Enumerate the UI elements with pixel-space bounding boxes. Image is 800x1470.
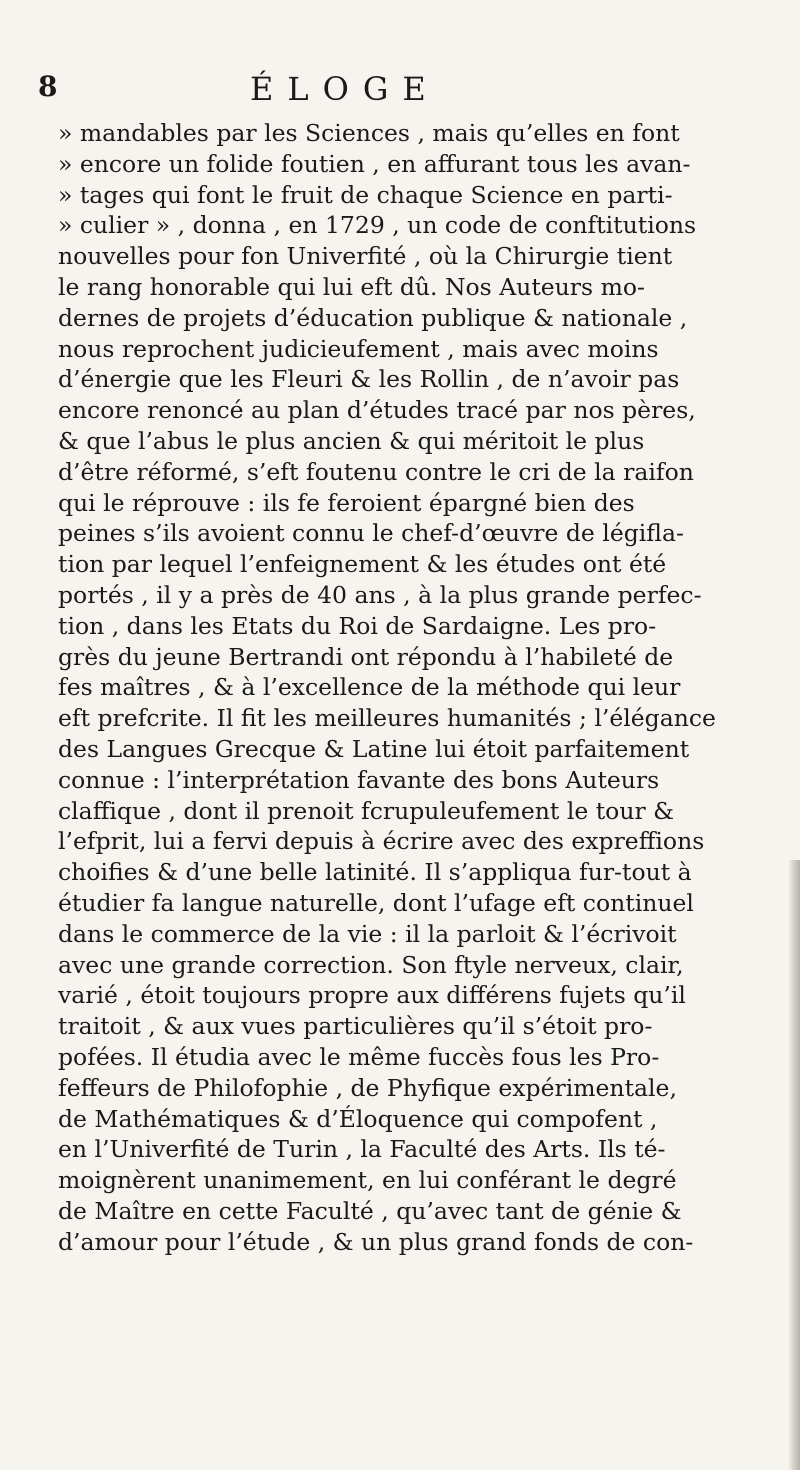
text-line: eft prefcrite. Il fit les meilleures humanités ; l’élégance: [58, 704, 716, 733]
text-line: & que l’abus le plus ancien & qui méritoit le plus: [58, 426, 645, 455]
text-line: nouvelles pour fon Univerfité , où la Chirurgie tient: [58, 242, 673, 271]
text-line: tion par lequel l’enfeignement & les études ont été: [58, 550, 667, 579]
page-edge-shadow: [788, 860, 800, 1470]
text-line: le rang honorable qui lui eft dû. Nos Auteurs mo-: [58, 272, 645, 301]
text-line: encore renoncé au plan d’études tracé par nos pères,: [58, 396, 696, 425]
text-line: pofées. Il étudia avec le même fuccès fous les Pro-: [58, 1042, 660, 1071]
text-line: d’énergie que les Fleuri & les Rollin , de n’avoir pas: [58, 365, 680, 394]
text-line: portés , il y a près de 40 ans , à la plus grande perfec-: [58, 580, 702, 609]
text-line: traitoit , & aux vues particulières qu’il s’étoit pro-: [58, 1012, 653, 1041]
text-line: connue : l’interprétation favante des bons Auteurs: [58, 765, 660, 794]
text-line: d’amour pour l’étude , & un plus grand fonds de con-: [58, 1227, 694, 1256]
text-line: feffeurs de Philofophie , de Phyfique expérimentale,: [58, 1073, 677, 1102]
text-line: » culier » , donna , en 1729 , un code de conftitutions: [58, 211, 697, 240]
text-line: varié , étoit toujours propre aux différens fujets qu’il: [58, 981, 686, 1010]
text-line: nous reprochent judicieufement , mais avec moins: [58, 334, 659, 363]
text-line: dans le commerce de la vie : il la parloit & l’écrivoit: [58, 919, 677, 948]
text-line: » tages qui font le fruit de chaque Science en parti-: [58, 180, 673, 209]
text-line: étudier fa langue naturelle, dont l’ufage eft continuel: [58, 888, 694, 917]
text-line: avec une grande correction. Son ftyle nerveux, clair,: [58, 950, 684, 979]
text-line: tion , dans les Etats du Roi de Sardaigne. Les pro-: [58, 611, 657, 640]
text-line: fes maîtres , & à l’excellence de la méthode qui leur: [58, 673, 681, 702]
text-line: moignèrent unanimement, en lui conférant le degré: [58, 1166, 677, 1195]
page-number: 8: [38, 70, 58, 103]
text-line: l’efprit, lui a fervi depuis à écrire avec des expreffions: [58, 827, 705, 856]
text-line: d’être réformé, s’eft foutenu contre le cri de la raifon: [58, 457, 694, 486]
text-line: des Langues Grecque & Latine lui étoit parfaitement: [58, 734, 690, 763]
text-line: peines s’ils avoient connu le chef-d’œuvre de légifla-: [58, 519, 684, 548]
text-line: dernes de projets d’éducation publique & nationale ,: [58, 303, 688, 332]
text-line: choifies & d’une belle latinité. Il s’appliqua fur-tout à: [58, 858, 692, 887]
text-line: de Mathématiques & d’Éloquence qui compofent ,: [58, 1104, 658, 1133]
running-head: ÉLOGE: [250, 70, 440, 108]
text-line: » mandables par les Sciences , mais qu’elles en font: [58, 119, 680, 147]
text-line: en l’Univerfité de Turin , la Faculté des Arts. Ils té-: [58, 1135, 666, 1164]
text-line: » encore un folide foutien , en affurant tous les avan-: [58, 149, 691, 178]
page-header: [38, 70, 768, 110]
text-line: qui le réprouve : ils fe feroient épargné bien des: [58, 488, 635, 517]
text-line: claffique , dont il prenoit fcrupuleufement le tour &: [58, 796, 675, 825]
text-line: grès du jeune Bertrandi ont répondu à l’habileté de: [58, 642, 674, 671]
body-text: [58, 118, 768, 1257]
text-line: de Maître en cette Faculté , qu’avec tant de génie &: [58, 1196, 682, 1225]
